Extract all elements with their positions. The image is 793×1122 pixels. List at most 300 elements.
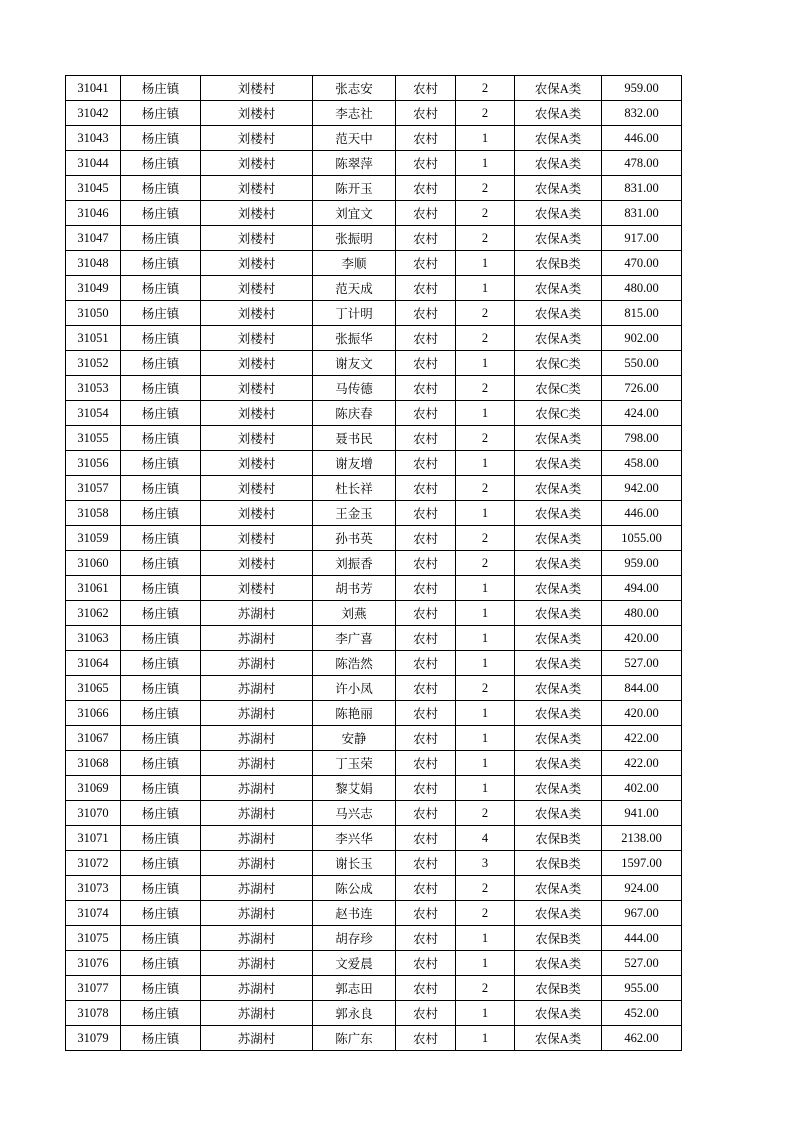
- cell-insurance-category: 农保A类: [515, 726, 602, 751]
- table-row: [66, 601, 682, 626]
- cell-town: 杨庄镇: [121, 576, 201, 601]
- cell-village: 苏湖村: [201, 601, 313, 626]
- cell-residence-type: 农村: [396, 701, 456, 726]
- cell-town: 杨庄镇: [121, 426, 201, 451]
- cell-amount: 959.00: [602, 76, 682, 101]
- cell-person-name: 刘燕: [313, 601, 396, 626]
- cell-amount: 462.00: [602, 1026, 682, 1051]
- cell-town: 杨庄镇: [121, 126, 201, 151]
- cell-residence-type: 农村: [396, 626, 456, 651]
- cell-person-name: 胡书芳: [313, 576, 396, 601]
- cell-record-id: 31078: [66, 1001, 121, 1026]
- table-row: [66, 951, 682, 976]
- cell-person-count: 1: [456, 626, 515, 651]
- cell-amount: 831.00: [602, 176, 682, 201]
- cell-residence-type: 农村: [396, 351, 456, 376]
- cell-person-name: 陈浩然: [313, 651, 396, 676]
- cell-amount: 917.00: [602, 226, 682, 251]
- cell-person-count: 2: [456, 551, 515, 576]
- cell-amount: 798.00: [602, 426, 682, 451]
- cell-person-name: 郭永良: [313, 1001, 396, 1026]
- table-row: [66, 1026, 682, 1051]
- cell-residence-type: 农村: [396, 651, 456, 676]
- cell-insurance-category: 农保B类: [515, 251, 602, 276]
- cell-record-id: 31064: [66, 651, 121, 676]
- cell-amount: 470.00: [602, 251, 682, 276]
- table-row: [66, 626, 682, 651]
- cell-person-name: 杜长祥: [313, 476, 396, 501]
- table-row: [66, 276, 682, 301]
- cell-village: 苏湖村: [201, 926, 313, 951]
- cell-town: 杨庄镇: [121, 76, 201, 101]
- cell-residence-type: 农村: [396, 326, 456, 351]
- cell-record-id: 31049: [66, 276, 121, 301]
- cell-insurance-category: 农保A类: [515, 551, 602, 576]
- cell-insurance-category: 农保B类: [515, 826, 602, 851]
- cell-amount: 959.00: [602, 551, 682, 576]
- cell-amount: 452.00: [602, 1001, 682, 1026]
- cell-village: 苏湖村: [201, 1026, 313, 1051]
- cell-person-name: 李顺: [313, 251, 396, 276]
- cell-town: 杨庄镇: [121, 876, 201, 901]
- cell-amount: 422.00: [602, 726, 682, 751]
- cell-insurance-category: 农保B类: [515, 851, 602, 876]
- cell-amount: 420.00: [602, 626, 682, 651]
- cell-residence-type: 农村: [396, 851, 456, 876]
- cell-person-name: 陈庆春: [313, 401, 396, 426]
- table-row: [66, 301, 682, 326]
- cell-record-id: 31055: [66, 426, 121, 451]
- cell-village: 苏湖村: [201, 826, 313, 851]
- cell-insurance-category: 农保C类: [515, 401, 602, 426]
- cell-residence-type: 农村: [396, 126, 456, 151]
- cell-person-count: 2: [456, 201, 515, 226]
- table-row: [66, 826, 682, 851]
- cell-person-name: 陈艳丽: [313, 701, 396, 726]
- cell-person-count: 2: [456, 476, 515, 501]
- cell-town: 杨庄镇: [121, 701, 201, 726]
- cell-town: 杨庄镇: [121, 1026, 201, 1051]
- cell-person-count: 1: [456, 776, 515, 801]
- cell-amount: 726.00: [602, 376, 682, 401]
- table-row: [66, 251, 682, 276]
- cell-village: 刘楼村: [201, 276, 313, 301]
- cell-record-id: 31075: [66, 926, 121, 951]
- cell-residence-type: 农村: [396, 601, 456, 626]
- cell-town: 杨庄镇: [121, 776, 201, 801]
- cell-insurance-category: 农保A类: [515, 576, 602, 601]
- cell-residence-type: 农村: [396, 951, 456, 976]
- cell-person-name: 胡存珍: [313, 926, 396, 951]
- cell-residence-type: 农村: [396, 826, 456, 851]
- cell-village: 刘楼村: [201, 401, 313, 426]
- cell-person-count: 1: [456, 1026, 515, 1051]
- cell-amount: 527.00: [602, 951, 682, 976]
- cell-amount: 446.00: [602, 501, 682, 526]
- cell-town: 杨庄镇: [121, 626, 201, 651]
- cell-residence-type: 农村: [396, 726, 456, 751]
- cell-record-id: 31057: [66, 476, 121, 501]
- cell-insurance-category: 农保A类: [515, 176, 602, 201]
- table-row: [66, 701, 682, 726]
- cell-record-id: 31052: [66, 351, 121, 376]
- cell-person-count: 2: [456, 426, 515, 451]
- cell-insurance-category: 农保A类: [515, 1026, 602, 1051]
- cell-insurance-category: 农保A类: [515, 801, 602, 826]
- cell-amount: 444.00: [602, 926, 682, 951]
- cell-record-id: 31042: [66, 101, 121, 126]
- cell-village: 苏湖村: [201, 676, 313, 701]
- cell-town: 杨庄镇: [121, 301, 201, 326]
- cell-town: 杨庄镇: [121, 551, 201, 576]
- cell-town: 杨庄镇: [121, 401, 201, 426]
- cell-person-count: 1: [456, 651, 515, 676]
- cell-record-id: 31047: [66, 226, 121, 251]
- cell-town: 杨庄镇: [121, 826, 201, 851]
- cell-person-name: 陈广东: [313, 1026, 396, 1051]
- cell-record-id: 31077: [66, 976, 121, 1001]
- cell-insurance-category: 农保A类: [515, 876, 602, 901]
- cell-town: 杨庄镇: [121, 601, 201, 626]
- cell-amount: 480.00: [602, 601, 682, 626]
- cell-village: 苏湖村: [201, 701, 313, 726]
- cell-record-id: 31067: [66, 726, 121, 751]
- cell-record-id: 31059: [66, 526, 121, 551]
- cell-record-id: 31045: [66, 176, 121, 201]
- cell-residence-type: 农村: [396, 76, 456, 101]
- cell-town: 杨庄镇: [121, 476, 201, 501]
- cell-village: 刘楼村: [201, 126, 313, 151]
- cell-record-id: 31054: [66, 401, 121, 426]
- cell-person-name: 张志安: [313, 76, 396, 101]
- cell-amount: 942.00: [602, 476, 682, 501]
- cell-village: 苏湖村: [201, 801, 313, 826]
- cell-village: 刘楼村: [201, 301, 313, 326]
- cell-amount: 424.00: [602, 401, 682, 426]
- table-row: [66, 401, 682, 426]
- cell-insurance-category: 农保A类: [515, 701, 602, 726]
- cell-village: 刘楼村: [201, 551, 313, 576]
- cell-village: 刘楼村: [201, 176, 313, 201]
- cell-amount: 902.00: [602, 326, 682, 351]
- cell-person-count: 2: [456, 301, 515, 326]
- cell-town: 杨庄镇: [121, 376, 201, 401]
- table-row: [66, 751, 682, 776]
- cell-village: 刘楼村: [201, 226, 313, 251]
- cell-village: 刘楼村: [201, 376, 313, 401]
- cell-record-id: 31043: [66, 126, 121, 151]
- cell-village: 刘楼村: [201, 576, 313, 601]
- cell-residence-type: 农村: [396, 101, 456, 126]
- cell-record-id: 31046: [66, 201, 121, 226]
- cell-insurance-category: 农保A类: [515, 776, 602, 801]
- cell-person-name: 安静: [313, 726, 396, 751]
- table-row: [66, 576, 682, 601]
- cell-record-id: 31072: [66, 851, 121, 876]
- cell-insurance-category: 农保A类: [515, 276, 602, 301]
- table-row: [66, 976, 682, 1001]
- cell-person-count: 1: [456, 451, 515, 476]
- cell-residence-type: 农村: [396, 926, 456, 951]
- cell-amount: 955.00: [602, 976, 682, 1001]
- cell-residence-type: 农村: [396, 226, 456, 251]
- cell-town: 杨庄镇: [121, 926, 201, 951]
- table-row: [66, 376, 682, 401]
- cell-amount: 1055.00: [602, 526, 682, 551]
- cell-amount: 478.00: [602, 151, 682, 176]
- cell-record-id: 31056: [66, 451, 121, 476]
- cell-village: 苏湖村: [201, 1001, 313, 1026]
- cell-insurance-category: 农保A类: [515, 626, 602, 651]
- cell-village: 刘楼村: [201, 201, 313, 226]
- cell-person-count: 2: [456, 876, 515, 901]
- cell-amount: 967.00: [602, 901, 682, 926]
- cell-person-count: 1: [456, 1001, 515, 1026]
- cell-town: 杨庄镇: [121, 651, 201, 676]
- cell-person-name: 李广喜: [313, 626, 396, 651]
- cell-person-count: 1: [456, 151, 515, 176]
- cell-person-count: 1: [456, 601, 515, 626]
- table-row: [66, 901, 682, 926]
- cell-village: 刘楼村: [201, 526, 313, 551]
- cell-insurance-category: 农保A类: [515, 451, 602, 476]
- cell-insurance-category: 农保A类: [515, 601, 602, 626]
- cell-residence-type: 农村: [396, 376, 456, 401]
- cell-town: 杨庄镇: [121, 326, 201, 351]
- cell-residence-type: 农村: [396, 801, 456, 826]
- cell-person-name: 马兴志: [313, 801, 396, 826]
- cell-person-count: 3: [456, 851, 515, 876]
- cell-record-id: 31076: [66, 951, 121, 976]
- cell-record-id: 31070: [66, 801, 121, 826]
- cell-amount: 844.00: [602, 676, 682, 701]
- cell-insurance-category: 农保A类: [515, 101, 602, 126]
- cell-person-name: 张振华: [313, 326, 396, 351]
- table-row: [66, 776, 682, 801]
- cell-insurance-category: 农保A类: [515, 151, 602, 176]
- cell-person-count: 2: [456, 376, 515, 401]
- cell-person-count: 1: [456, 501, 515, 526]
- cell-town: 杨庄镇: [121, 501, 201, 526]
- cell-person-name: 聂书民: [313, 426, 396, 451]
- cell-village: 苏湖村: [201, 876, 313, 901]
- records-table: [65, 75, 682, 1051]
- cell-residence-type: 农村: [396, 501, 456, 526]
- table-row: [66, 651, 682, 676]
- cell-insurance-category: 农保B类: [515, 926, 602, 951]
- cell-person-count: 2: [456, 101, 515, 126]
- cell-amount: 1597.00: [602, 851, 682, 876]
- cell-town: 杨庄镇: [121, 726, 201, 751]
- cell-residence-type: 农村: [396, 1026, 456, 1051]
- cell-residence-type: 农村: [396, 451, 456, 476]
- cell-person-count: 2: [456, 76, 515, 101]
- cell-person-count: 4: [456, 826, 515, 851]
- cell-person-name: 赵书连: [313, 901, 396, 926]
- cell-person-count: 1: [456, 276, 515, 301]
- cell-town: 杨庄镇: [121, 176, 201, 201]
- cell-amount: 815.00: [602, 301, 682, 326]
- cell-town: 杨庄镇: [121, 851, 201, 876]
- table-row: [66, 451, 682, 476]
- cell-record-id: 31065: [66, 676, 121, 701]
- cell-record-id: 31048: [66, 251, 121, 276]
- cell-person-count: 1: [456, 126, 515, 151]
- cell-amount: 402.00: [602, 776, 682, 801]
- table-row: [66, 551, 682, 576]
- cell-residence-type: 农村: [396, 276, 456, 301]
- cell-amount: 446.00: [602, 126, 682, 151]
- cell-insurance-category: 农保A类: [515, 126, 602, 151]
- table-row: [66, 476, 682, 501]
- table-row: [66, 76, 682, 101]
- cell-record-id: 31068: [66, 751, 121, 776]
- cell-person-count: 2: [456, 901, 515, 926]
- cell-record-id: 31079: [66, 1026, 121, 1051]
- cell-record-id: 31069: [66, 776, 121, 801]
- cell-person-count: 2: [456, 676, 515, 701]
- cell-town: 杨庄镇: [121, 451, 201, 476]
- cell-village: 刘楼村: [201, 151, 313, 176]
- cell-record-id: 31074: [66, 901, 121, 926]
- cell-record-id: 31050: [66, 301, 121, 326]
- cell-insurance-category: 农保C类: [515, 376, 602, 401]
- cell-amount: 420.00: [602, 701, 682, 726]
- cell-town: 杨庄镇: [121, 276, 201, 301]
- cell-person-count: 1: [456, 576, 515, 601]
- cell-town: 杨庄镇: [121, 251, 201, 276]
- cell-person-name: 丁玉荣: [313, 751, 396, 776]
- cell-person-name: 马传德: [313, 376, 396, 401]
- table-row: [66, 501, 682, 526]
- cell-record-id: 31071: [66, 826, 121, 851]
- cell-person-count: 1: [456, 751, 515, 776]
- cell-residence-type: 农村: [396, 151, 456, 176]
- cell-insurance-category: 农保A类: [515, 676, 602, 701]
- cell-village: 苏湖村: [201, 726, 313, 751]
- cell-village: 刘楼村: [201, 326, 313, 351]
- cell-insurance-category: 农保A类: [515, 951, 602, 976]
- cell-person-count: 2: [456, 526, 515, 551]
- cell-village: 刘楼村: [201, 501, 313, 526]
- cell-town: 杨庄镇: [121, 226, 201, 251]
- cell-residence-type: 农村: [396, 901, 456, 926]
- cell-person-count: 2: [456, 801, 515, 826]
- cell-person-name: 陈公成: [313, 876, 396, 901]
- cell-insurance-category: 农保A类: [515, 326, 602, 351]
- cell-person-name: 李志社: [313, 101, 396, 126]
- cell-insurance-category: 农保A类: [515, 651, 602, 676]
- cell-residence-type: 农村: [396, 176, 456, 201]
- table-row: [66, 201, 682, 226]
- cell-town: 杨庄镇: [121, 951, 201, 976]
- cell-insurance-category: 农保C类: [515, 351, 602, 376]
- cell-amount: 494.00: [602, 576, 682, 601]
- cell-town: 杨庄镇: [121, 1001, 201, 1026]
- cell-person-name: 陈翠萍: [313, 151, 396, 176]
- cell-amount: 422.00: [602, 751, 682, 776]
- cell-amount: 550.00: [602, 351, 682, 376]
- cell-village: 苏湖村: [201, 851, 313, 876]
- cell-person-name: 谢长玉: [313, 851, 396, 876]
- cell-person-name: 黎艾娟: [313, 776, 396, 801]
- cell-town: 杨庄镇: [121, 976, 201, 1001]
- cell-village: 刘楼村: [201, 451, 313, 476]
- cell-insurance-category: 农保A类: [515, 426, 602, 451]
- records-table-body: [66, 76, 682, 1051]
- table-row: [66, 801, 682, 826]
- cell-record-id: 31053: [66, 376, 121, 401]
- table-row: [66, 676, 682, 701]
- cell-amount: 2138.00: [602, 826, 682, 851]
- cell-insurance-category: 农保A类: [515, 901, 602, 926]
- cell-amount: 832.00: [602, 101, 682, 126]
- table-row: [66, 226, 682, 251]
- cell-record-id: 31044: [66, 151, 121, 176]
- cell-residence-type: 农村: [396, 676, 456, 701]
- cell-village: 苏湖村: [201, 901, 313, 926]
- cell-insurance-category: 农保A类: [515, 526, 602, 551]
- cell-amount: 458.00: [602, 451, 682, 476]
- cell-person-name: 李兴华: [313, 826, 396, 851]
- cell-person-name: 范天成: [313, 276, 396, 301]
- cell-person-name: 刘宜文: [313, 201, 396, 226]
- cell-person-name: 刘振香: [313, 551, 396, 576]
- cell-insurance-category: 农保A类: [515, 476, 602, 501]
- cell-town: 杨庄镇: [121, 526, 201, 551]
- cell-person-count: 1: [456, 926, 515, 951]
- table-row: [66, 351, 682, 376]
- cell-person-count: 1: [456, 351, 515, 376]
- cell-record-id: 31062: [66, 601, 121, 626]
- cell-village: 苏湖村: [201, 776, 313, 801]
- cell-town: 杨庄镇: [121, 676, 201, 701]
- cell-village: 刘楼村: [201, 351, 313, 376]
- cell-person-count: 1: [456, 701, 515, 726]
- cell-person-count: 2: [456, 976, 515, 1001]
- cell-town: 杨庄镇: [121, 201, 201, 226]
- cell-record-id: 31063: [66, 626, 121, 651]
- table-row: [66, 726, 682, 751]
- cell-person-count: 2: [456, 326, 515, 351]
- cell-village: 苏湖村: [201, 951, 313, 976]
- table-row: [66, 126, 682, 151]
- cell-person-name: 许小凤: [313, 676, 396, 701]
- cell-village: 苏湖村: [201, 651, 313, 676]
- cell-residence-type: 农村: [396, 576, 456, 601]
- cell-village: 苏湖村: [201, 626, 313, 651]
- table-row: [66, 151, 682, 176]
- table-row: [66, 1001, 682, 1026]
- cell-residence-type: 农村: [396, 426, 456, 451]
- cell-person-name: 丁计明: [313, 301, 396, 326]
- cell-person-name: 陈开玉: [313, 176, 396, 201]
- cell-residence-type: 农村: [396, 976, 456, 1001]
- table-row: [66, 176, 682, 201]
- cell-insurance-category: 农保A类: [515, 1001, 602, 1026]
- cell-village: 刘楼村: [201, 76, 313, 101]
- cell-village: 刘楼村: [201, 251, 313, 276]
- table-row: [66, 926, 682, 951]
- cell-person-count: 2: [456, 176, 515, 201]
- cell-town: 杨庄镇: [121, 351, 201, 376]
- cell-village: 刘楼村: [201, 476, 313, 501]
- cell-amount: 527.00: [602, 651, 682, 676]
- cell-person-count: 2: [456, 226, 515, 251]
- cell-amount: 480.00: [602, 276, 682, 301]
- cell-residence-type: 农村: [396, 776, 456, 801]
- cell-town: 杨庄镇: [121, 901, 201, 926]
